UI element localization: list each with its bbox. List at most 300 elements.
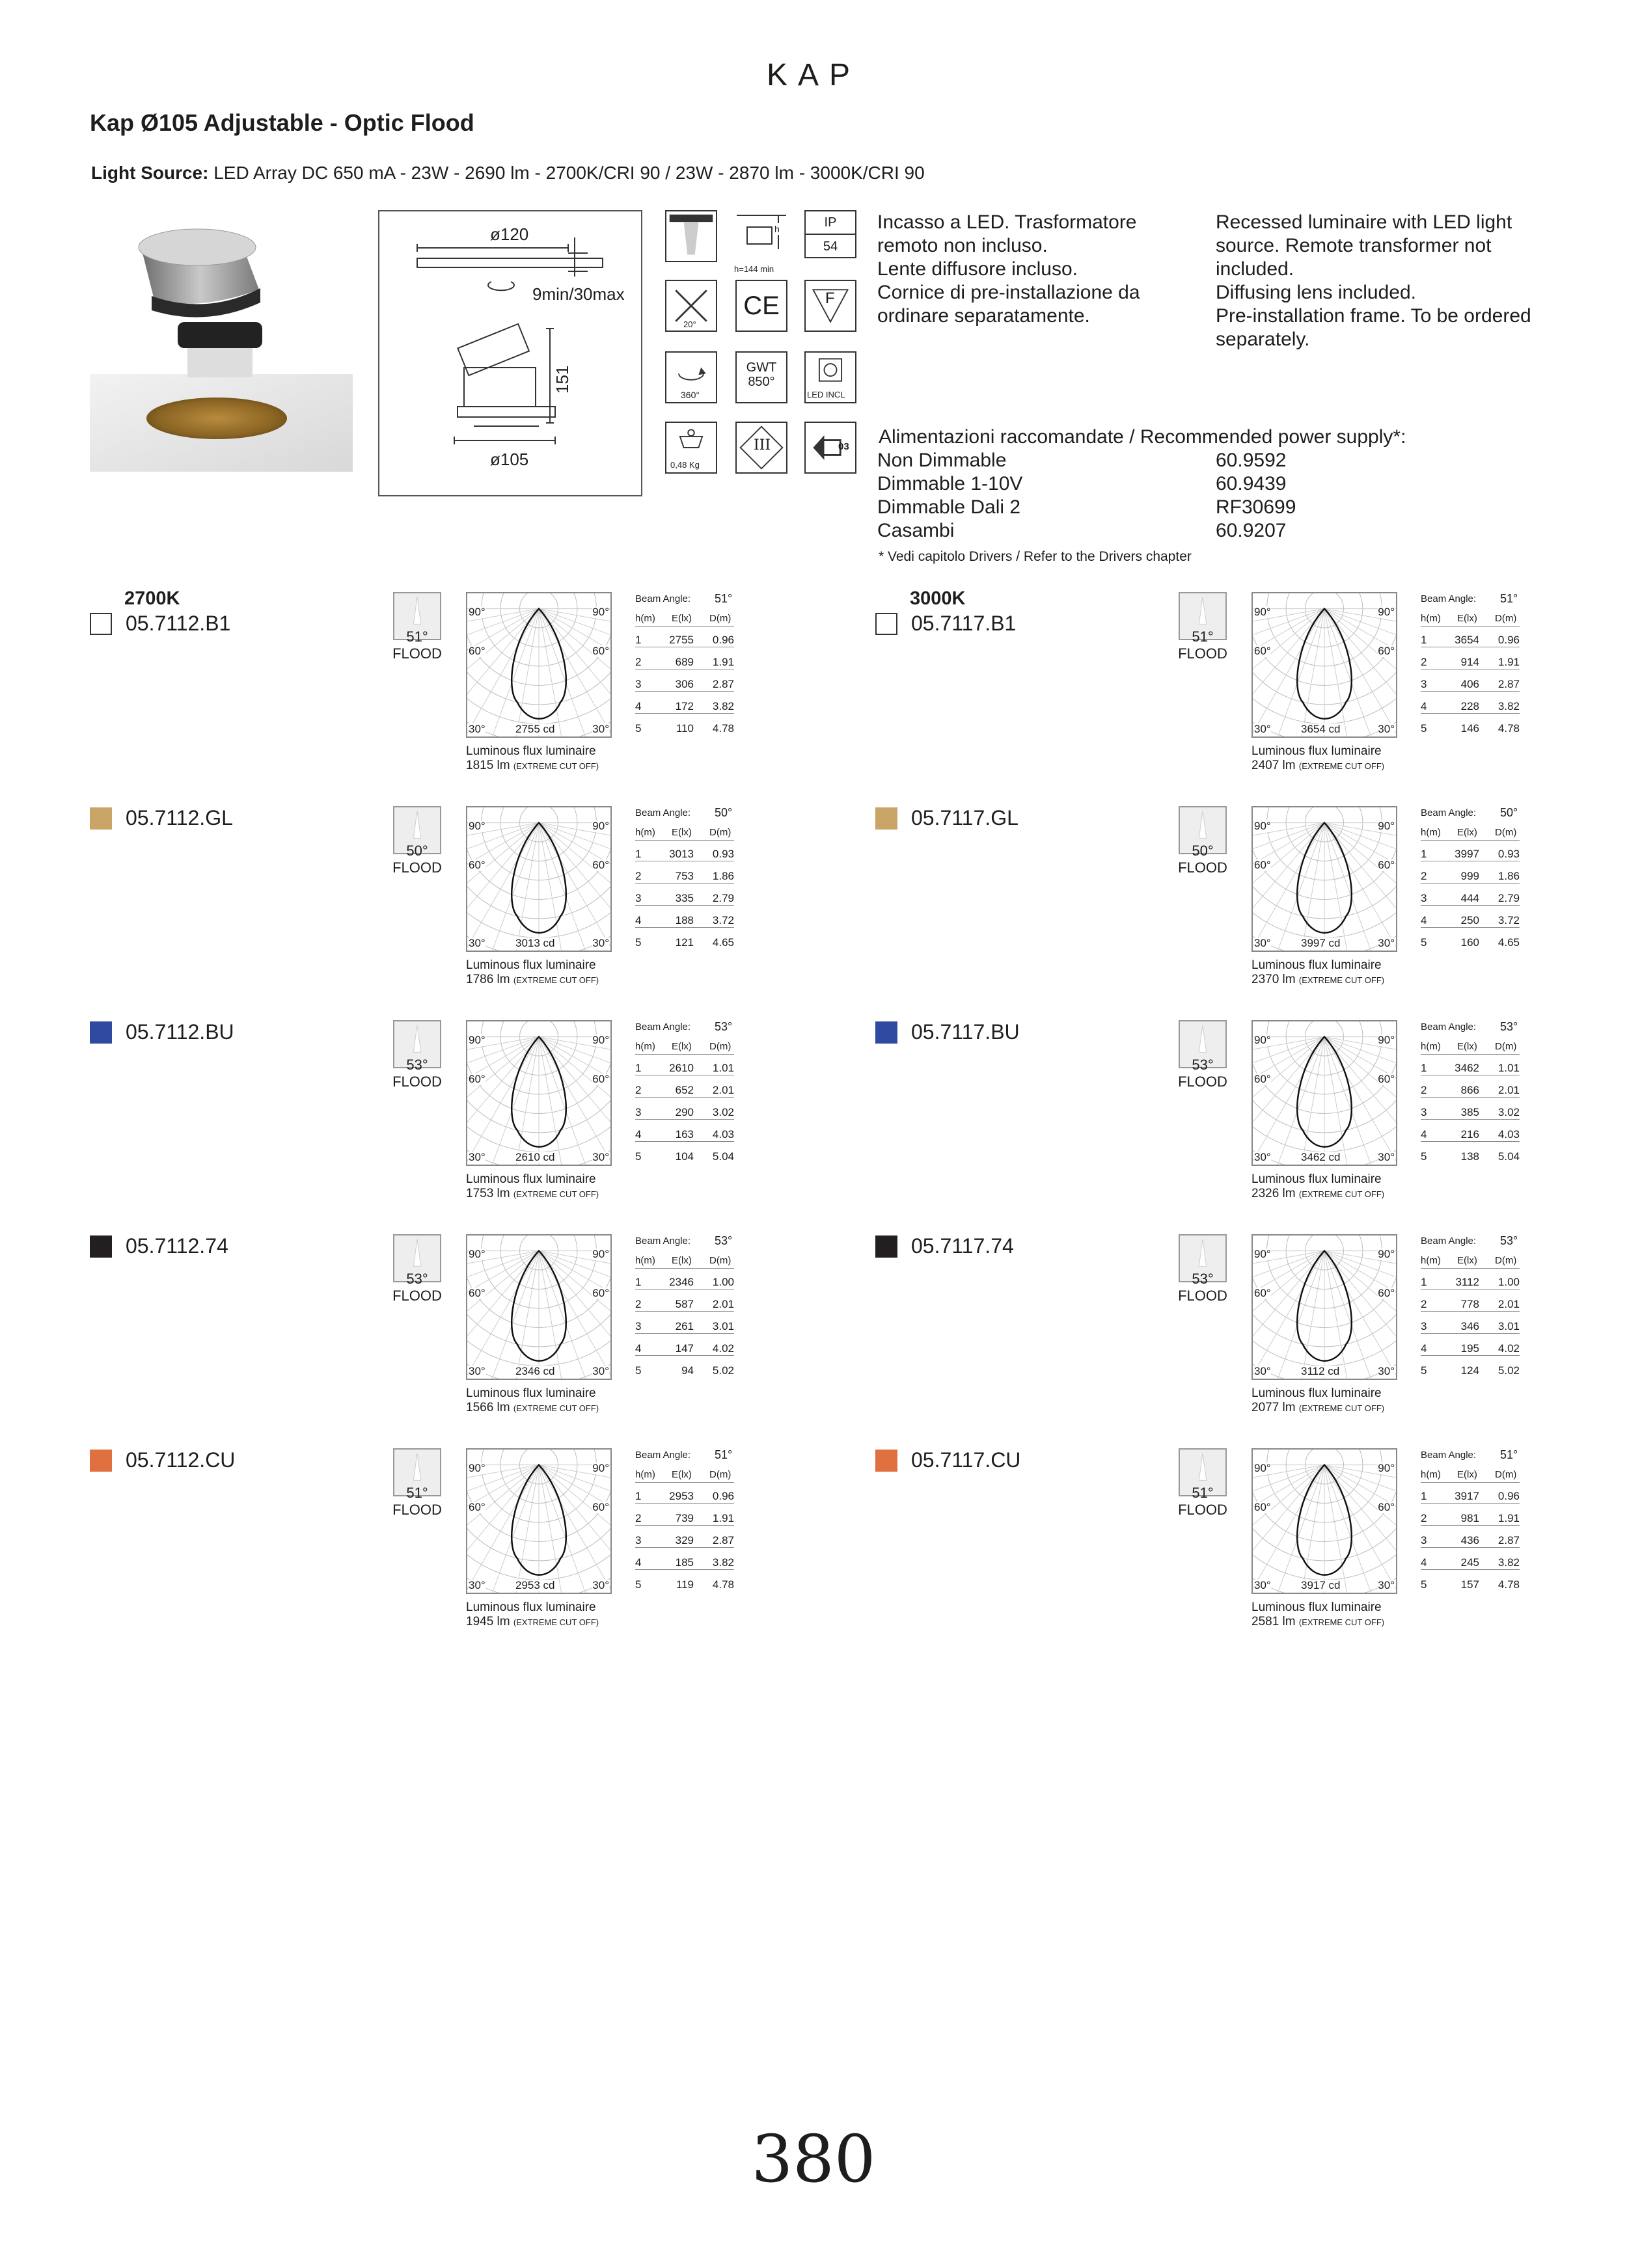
candela-value: 2346 cd	[515, 1365, 555, 1377]
table-cell-illuminance: 436	[1460, 1534, 1479, 1546]
table-row	[1421, 677, 1520, 692]
table-cell-illuminance: 3013	[669, 848, 694, 860]
table-cell-diameter: 4.02	[712, 1342, 734, 1355]
polar-angle-label: 30°	[1254, 1579, 1271, 1591]
finish-swatch[interactable]	[875, 1235, 897, 1258]
beam-type: FLOOD	[392, 1288, 442, 1304]
table-cell-height: 2	[1421, 870, 1427, 882]
table-cell-height: 4	[635, 1128, 642, 1141]
table-cell-illuminance: 346	[1460, 1320, 1479, 1332]
table-cell-height: 4	[1421, 914, 1427, 926]
table-cell-diameter: 2.01	[712, 1084, 734, 1096]
luminous-flux	[466, 1386, 599, 1416]
candela-value: 2755 cd	[515, 723, 555, 735]
table-cell-illuminance: 228	[1460, 700, 1479, 712]
candela-value: 2953 cd	[515, 1579, 555, 1591]
table-cell-diameter: 4.78	[1497, 722, 1520, 735]
beam-type: FLOOD	[1178, 1502, 1227, 1518]
polar-angle-label: 90°	[1378, 1248, 1395, 1260]
flux-value-line	[466, 1401, 599, 1416]
description-line: Recessed luminaire with LED light	[1216, 211, 1512, 233]
table-row	[635, 1297, 734, 1312]
flux-note: (EXTREME CUT OFF)	[1298, 1189, 1385, 1199]
table-row	[635, 1577, 734, 1591]
polar-angle-label: 90°	[1378, 1462, 1395, 1474]
polar-angle-label: 60°	[469, 645, 485, 657]
flux-note: (EXTREME CUT OFF)	[1298, 975, 1385, 985]
table-cell-height: 3	[1421, 678, 1427, 690]
table-cell-height: 5	[1421, 1364, 1427, 1377]
flux-value: 2077 lm	[1251, 1401, 1296, 1414]
table-cell-diameter: 3.01	[712, 1320, 734, 1332]
polar-angle-label: 60°	[1378, 1073, 1395, 1085]
polar-angle-label: 90°	[1254, 606, 1271, 618]
table-cell-diameter: 2.01	[1497, 1084, 1520, 1096]
table-cell-illuminance: 138	[1460, 1150, 1479, 1163]
flux-value: 2407 lm	[1251, 759, 1296, 772]
description-line: Pre-installation frame. To be ordered	[1216, 305, 1531, 327]
candela-value: 3013 cd	[515, 937, 555, 949]
table-cell-height: 2	[1421, 656, 1427, 668]
table-cell-diameter: 1.86	[712, 870, 734, 882]
polar-angle-label: 30°	[592, 723, 609, 735]
table-cell-height: 3	[1421, 1320, 1427, 1332]
tilt-label: 20°	[683, 319, 696, 329]
power-code: 60.9439	[1216, 473, 1287, 494]
tilt-icon	[665, 280, 717, 332]
beam-angle-value: 51°	[1500, 592, 1518, 605]
table-header-cell: h(m)	[1421, 613, 1441, 624]
table-row	[1421, 632, 1520, 647]
polar-angle-label: 30°	[469, 1579, 485, 1591]
beam-angle-label: Beam Angle:	[635, 1450, 691, 1461]
table-cell-diameter: 0.96	[1497, 1490, 1520, 1502]
table-cell-height: 4	[1421, 1342, 1427, 1355]
table-row	[1421, 1533, 1520, 1548]
candela-value: 3462 cd	[1301, 1151, 1341, 1163]
table-cell-illuminance: 3654	[1455, 634, 1479, 646]
luminous-flux	[1251, 958, 1384, 988]
table-cell-illuminance: 3997	[1455, 848, 1479, 860]
polar-angle-label: 30°	[469, 937, 485, 949]
table-cell-illuminance: 261	[675, 1320, 694, 1332]
table-cell-illuminance: 587	[675, 1298, 694, 1310]
table-cell-illuminance: 689	[675, 656, 694, 668]
flux-value-line	[1251, 1187, 1384, 1202]
table-cell-height: 5	[635, 1578, 642, 1591]
candela-value: 3917 cd	[1301, 1579, 1341, 1591]
beam-degree: 51°	[1192, 1485, 1214, 1501]
table-cell-height: 3	[1421, 1534, 1427, 1546]
table-cell-diameter: 3.82	[1497, 700, 1520, 712]
table-row	[1421, 935, 1520, 949]
photometric-table	[635, 806, 739, 962]
table-cell-height: 5	[1421, 1150, 1427, 1163]
power-supply-title: Alimentazioni raccomandate / Recommended power supply*:	[879, 426, 1406, 448]
table-cell-illuminance: 290	[675, 1106, 694, 1118]
beam-angle-label: Beam Angle:	[1421, 593, 1477, 604]
polar-angle-label: 60°	[1378, 1287, 1395, 1299]
table-cell-illuminance: 124	[1460, 1364, 1479, 1377]
table-cell-diameter: 0.93	[712, 848, 734, 860]
polar-diagram	[1251, 806, 1397, 952]
polar-angle-label: 30°	[469, 1365, 485, 1377]
light-source-label: Light Source:	[91, 163, 209, 183]
table-header	[1421, 1040, 1520, 1055]
candela-value: 3112 cd	[1301, 1365, 1340, 1377]
beam-degree: 53°	[1192, 1271, 1214, 1287]
flux-note: (EXTREME CUT OFF)	[1298, 1617, 1385, 1627]
table-row	[1421, 891, 1520, 906]
table-header-cell: D(m)	[709, 613, 731, 624]
table-cell-illuminance: 999	[1460, 870, 1479, 882]
table-cell-diameter: 1.91	[712, 1512, 734, 1524]
table-row	[635, 891, 734, 906]
polar-angle-label: 90°	[469, 1034, 485, 1046]
beam-type: FLOOD	[392, 859, 442, 876]
product-title: Kap Ø105 Adjustable - Optic Flood	[90, 109, 474, 136]
polar-angle-label: 30°	[592, 1579, 609, 1591]
table-header-cell: E(lx)	[1457, 613, 1477, 624]
table-cell-illuminance: 3112	[1455, 1276, 1479, 1288]
table-row	[1421, 846, 1520, 861]
led-incl-label: LED INCL	[807, 390, 845, 399]
table-header-cell: h(m)	[1421, 1041, 1441, 1052]
photometric-table	[1421, 806, 1525, 962]
product-code: 05.7112.GL	[126, 806, 233, 830]
table-cell-height: 2	[635, 1084, 642, 1096]
table-row	[635, 1149, 734, 1163]
table-header-cell: E(lx)	[1457, 1041, 1477, 1052]
polar-angle-label: 90°	[1254, 1248, 1271, 1260]
table-row	[1421, 1127, 1520, 1142]
table-cell-illuminance: 866	[1460, 1084, 1479, 1096]
table-row	[635, 655, 734, 669]
polar-angle-label: 60°	[469, 1287, 485, 1299]
flux-value: 1566 lm	[466, 1401, 510, 1414]
table-header-cell: h(m)	[1421, 1469, 1441, 1480]
table-cell-diameter: 2.87	[712, 678, 734, 690]
table-cell-height: 2	[1421, 1298, 1427, 1310]
beam-angle-value: 53°	[715, 1020, 733, 1033]
beam-degree: 51°	[406, 1485, 428, 1501]
color-temperature-label: 3000K	[910, 588, 966, 609]
class-iii-icon	[735, 422, 787, 474]
table-header-cell: D(m)	[1495, 1255, 1517, 1266]
finish-swatch[interactable]	[875, 807, 897, 830]
table-cell-diameter: 0.96	[712, 634, 734, 646]
flux-value-line	[1251, 973, 1384, 988]
ce-mark-icon	[735, 280, 787, 332]
table-cell-height: 3	[1421, 892, 1427, 904]
flux-note: (EXTREME CUT OFF)	[513, 1403, 599, 1413]
beam-angle-label: Beam Angle:	[635, 593, 691, 604]
polar-angle-label: 60°	[592, 1073, 609, 1085]
table-header	[635, 1040, 734, 1055]
table-cell-height: 5	[635, 1150, 642, 1163]
table-cell-height: 4	[635, 700, 642, 712]
table-header-cell: D(m)	[709, 1469, 731, 1480]
polar-angle-label: 60°	[1378, 1501, 1395, 1513]
table-cell-height: 3	[635, 892, 642, 904]
table-cell-height: 1	[1421, 634, 1427, 646]
flux-label: Luminous flux luminaire	[1251, 1172, 1382, 1186]
photometric-table	[1421, 1020, 1525, 1176]
brand-title: KAP	[766, 58, 861, 92]
polar-angle-label: 60°	[1378, 859, 1395, 871]
finish-swatch[interactable]	[90, 807, 112, 830]
dim-cutout: 9min/30max	[532, 284, 625, 304]
table-header-cell: E(lx)	[672, 613, 692, 624]
flux-label: Luminous flux luminaire	[1251, 1386, 1382, 1400]
polar-diagram	[466, 806, 612, 952]
technical-drawing	[378, 210, 642, 496]
luminous-flux	[466, 1172, 599, 1202]
table-cell-height: 2	[635, 1298, 642, 1310]
table-cell-height: 1	[1421, 848, 1427, 860]
flux-value: 1815 lm	[466, 759, 510, 772]
flux-value: 1786 lm	[466, 973, 510, 986]
beam-angle-label: Beam Angle:	[1421, 1235, 1477, 1247]
table-header-cell: E(lx)	[1457, 1255, 1477, 1266]
table-cell-illuminance: 104	[675, 1150, 694, 1163]
table-header	[635, 1254, 734, 1269]
dim-height: 151	[553, 365, 572, 394]
table-cell-illuminance: 444	[1460, 892, 1479, 904]
photometric-table	[635, 1020, 739, 1176]
table-cell-height: 3	[635, 678, 642, 690]
finish-swatch[interactable]	[90, 613, 112, 635]
polar-angle-label: 60°	[1254, 1287, 1271, 1299]
beam-degree: 53°	[1192, 1057, 1214, 1073]
table-header	[1421, 612, 1520, 627]
table-header-cell: h(m)	[635, 1255, 655, 1266]
photometric-table	[1421, 1448, 1525, 1604]
table-cell-height: 3	[635, 1320, 642, 1332]
table-cell-diameter: 0.96	[712, 1490, 734, 1502]
luminous-flux	[1251, 744, 1384, 774]
table-row	[635, 1489, 734, 1504]
table-cell-height: 4	[1421, 1128, 1427, 1141]
finish-swatch[interactable]	[875, 613, 897, 635]
beam-angle-value: 50°	[1500, 806, 1518, 819]
polar-angle-label: 60°	[469, 1073, 485, 1085]
weight-icon	[665, 422, 717, 474]
table-row	[1421, 655, 1520, 669]
table-cell-diameter: 4.65	[1497, 936, 1520, 949]
beam-type: FLOOD	[392, 1502, 442, 1518]
flux-label: Luminous flux luminaire	[1251, 744, 1382, 758]
description-line: Cornice di pre-installazione da	[877, 282, 1140, 303]
finish-swatch[interactable]	[90, 1450, 112, 1472]
table-cell-illuminance: 3917	[1455, 1490, 1479, 1502]
table-cell-illuminance: 652	[675, 1084, 694, 1096]
beam-angle-value: 51°	[715, 1448, 733, 1461]
polar-angle-label: 90°	[1254, 1034, 1271, 1046]
table-cell-illuminance: 121	[675, 936, 694, 949]
table-row	[1421, 1060, 1520, 1075]
polar-angle-label: 60°	[1254, 645, 1271, 657]
flux-note: (EXTREME CUT OFF)	[513, 1189, 599, 1199]
table-cell-illuminance: 753	[675, 870, 694, 882]
dim-top: ø120	[490, 224, 529, 244]
beam-degree: 53°	[406, 1057, 428, 1073]
table-row	[1421, 699, 1520, 714]
table-row	[635, 1533, 734, 1548]
table-cell-diameter: 4.03	[1497, 1128, 1520, 1141]
ip-rating-icon	[804, 210, 856, 258]
table-cell-illuminance: 406	[1460, 678, 1479, 690]
table-row	[1421, 1341, 1520, 1356]
table-cell-diameter: 1.00	[1497, 1276, 1520, 1288]
table-cell-height: 2	[635, 1512, 642, 1524]
table-row	[1421, 1105, 1520, 1120]
rotation-icon	[665, 351, 717, 403]
table-header-cell: h(m)	[635, 827, 655, 838]
product-code: 05.7112.B1	[126, 612, 231, 635]
flux-value: 1945 lm	[466, 1615, 510, 1628]
polar-angle-label: 60°	[1254, 1501, 1271, 1513]
table-cell-height: 1	[1421, 1062, 1427, 1074]
beam-angle-value: 50°	[715, 806, 733, 819]
finish-swatch[interactable]	[875, 1450, 897, 1472]
flux-note: (EXTREME CUT OFF)	[513, 761, 599, 771]
table-cell-diameter: 5.02	[1497, 1364, 1520, 1377]
table-cell-diameter: 3.72	[712, 914, 734, 926]
beam-degree: 51°	[1192, 628, 1214, 645]
beam-angle-label: Beam Angle:	[1421, 1021, 1477, 1033]
beam-type: FLOOD	[1178, 1073, 1227, 1090]
code-03-label: 03	[838, 441, 849, 452]
table-cell-illuminance: 216	[1460, 1128, 1479, 1141]
table-cell-illuminance: 146	[1460, 722, 1479, 735]
polar-angle-label: 60°	[592, 859, 609, 871]
table-cell-illuminance: 914	[1460, 656, 1479, 668]
table-cell-height: 3	[635, 1106, 642, 1118]
candela-value: 2610 cd	[515, 1151, 555, 1163]
table-cell-illuminance: 94	[681, 1364, 694, 1377]
led-included-icon	[804, 351, 856, 403]
table-cell-diameter: 3.82	[712, 1556, 734, 1569]
flux-value-line	[466, 759, 599, 774]
table-row	[635, 1083, 734, 1098]
polar-angle-label: 90°	[469, 606, 485, 618]
table-row	[635, 632, 734, 647]
beam-angle-value: 53°	[1500, 1234, 1518, 1247]
table-cell-illuminance: 245	[1460, 1556, 1479, 1569]
table-cell-diameter: 1.00	[712, 1276, 734, 1288]
table-cell-height: 4	[1421, 700, 1427, 712]
table-cell-diameter: 0.93	[1497, 848, 1520, 860]
table-header-cell: D(m)	[1495, 1469, 1517, 1480]
table-cell-height: 1	[1421, 1490, 1427, 1502]
product-code: 05.7117.B1	[911, 612, 1017, 635]
product-code: 05.7117.74	[911, 1234, 1014, 1258]
table-cell-height: 5	[1421, 1578, 1427, 1591]
finish-swatch[interactable]	[90, 1021, 112, 1044]
table-row	[1421, 1577, 1520, 1591]
table-row	[635, 935, 734, 949]
table-cell-height: 4	[1421, 1556, 1427, 1569]
table-cell-height: 1	[1421, 1276, 1427, 1288]
h-label: h	[774, 224, 780, 234]
table-cell-diameter: 4.78	[712, 722, 734, 735]
polar-diagram	[466, 1448, 612, 1594]
polar-angle-label: 90°	[592, 1248, 609, 1260]
beam-degree: 50°	[1192, 843, 1214, 859]
table-cell-illuminance: 250	[1460, 914, 1479, 926]
luminous-flux	[1251, 1172, 1384, 1202]
table-row	[635, 1105, 734, 1120]
polar-angle-label: 90°	[1378, 820, 1395, 832]
table-row	[1421, 869, 1520, 884]
polar-angle-label: 60°	[1378, 645, 1395, 657]
photometric-table	[1421, 1234, 1525, 1390]
description-line: included.	[1216, 258, 1294, 280]
table-header-cell: E(lx)	[672, 1469, 692, 1480]
table-header	[635, 612, 734, 627]
polar-angle-label: 90°	[592, 1034, 609, 1046]
beam-degree: 53°	[406, 1271, 428, 1287]
luminous-flux	[466, 1600, 599, 1630]
candela-value: 3654 cd	[1301, 723, 1341, 735]
table-row	[1421, 721, 1520, 735]
table-header-cell: h(m)	[1421, 1255, 1441, 1266]
flux-label: Luminous flux luminaire	[1251, 1600, 1382, 1614]
table-cell-diameter: 1.91	[712, 656, 734, 668]
beam-angle-label: Beam Angle:	[635, 1235, 691, 1247]
finish-swatch[interactable]	[875, 1021, 897, 1044]
table-header-cell: E(lx)	[672, 1255, 692, 1266]
table-cell-height: 2	[635, 870, 642, 882]
polar-angle-label: 30°	[469, 723, 485, 735]
polar-angle-label: 60°	[592, 645, 609, 657]
f-label: F	[825, 290, 835, 307]
beam-degree: 51°	[406, 628, 428, 645]
flux-value-line	[466, 1187, 599, 1202]
beam-angle-value: 51°	[1500, 1448, 1518, 1461]
description-line: source. Remote transformer not	[1216, 235, 1492, 256]
finish-swatch[interactable]	[90, 1235, 112, 1258]
table-row	[1421, 913, 1520, 928]
table-cell-height: 5	[1421, 722, 1427, 735]
table-cell-diameter: 1.91	[1497, 656, 1520, 668]
table-row	[1421, 1319, 1520, 1334]
gwt-icon	[735, 351, 787, 403]
table-cell-height: 2	[635, 656, 642, 668]
luminous-flux	[1251, 1386, 1384, 1416]
light-source-text: LED Array DC 650 mA - 23W - 2690 lm - 2700K/CRI 90 / 23W - 2870 lm - 3000K/CRI 90	[213, 163, 925, 183]
table-cell-illuminance: 2610	[669, 1062, 694, 1074]
photometric-table	[635, 1234, 739, 1390]
polar-angle-label: 90°	[592, 606, 609, 618]
table-cell-diameter: 4.78	[1497, 1578, 1520, 1591]
power-code: RF30699	[1216, 496, 1296, 518]
table-cell-diameter: 3.02	[712, 1106, 734, 1118]
table-row	[1421, 1363, 1520, 1377]
photometric-table	[635, 1448, 739, 1604]
table-cell-illuminance: 160	[1460, 936, 1479, 949]
polar-angle-label: 30°	[1254, 1151, 1271, 1163]
table-cell-diameter: 0.96	[1497, 634, 1520, 646]
table-cell-diameter: 3.82	[1497, 1556, 1520, 1569]
polar-angle-label: 30°	[1254, 1365, 1271, 1377]
luminous-flux	[1251, 1600, 1384, 1630]
table-header	[1421, 1468, 1520, 1483]
table-row	[635, 721, 734, 735]
product-code: 05.7112.74	[126, 1234, 228, 1258]
table-header	[635, 826, 734, 841]
